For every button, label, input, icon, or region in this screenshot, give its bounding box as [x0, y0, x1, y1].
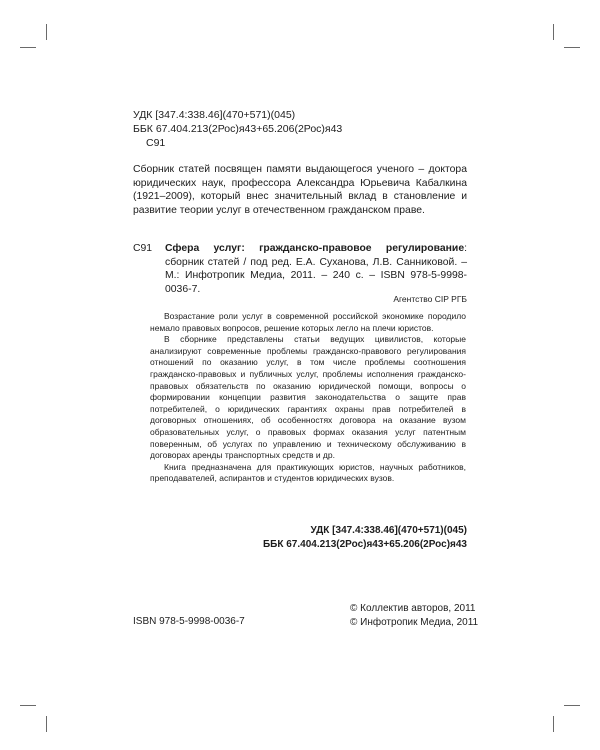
copyright-line: © Коллектив авторов, 2011	[350, 603, 476, 614]
crop-mark	[20, 47, 36, 48]
classification-footer	[263, 524, 467, 552]
crop-mark	[553, 716, 554, 732]
bib-author-code: С91	[133, 243, 153, 254]
isbn-number: ISBN 978-5-9998-0036-7	[133, 616, 245, 627]
annotation-paragraph: Книга предназначена для практикующих юристов, научных работников, преподавателей, аспирантов и студентов юридических вузов.	[150, 461, 466, 484]
bbk-line: ББК 67.404.213(2Рос)я43+65.206(2Рос)я43	[133, 123, 343, 135]
bib-details: : сборник статей / под ред. Е.А. Суханова, Л.В. Санниковой. – М.: Инфотропик Медиа, 2011. – 240 с. – ISBN 978-5-9998-0036-7.	[165, 243, 467, 295]
annotation	[150, 311, 466, 485]
crop-mark	[564, 705, 580, 706]
cip-agency: Агентство CIP РГБ	[393, 294, 467, 304]
bibliographic-record	[133, 242, 467, 296]
dedication-text	[133, 163, 467, 217]
dedication-paragraph: Сборник статей посвящен памяти выдающегося ученого – доктора юридических наук, профессора Александра Юрьевича Кабалкина (1921–2009), который внес значительный вклад в становление и развитие теории услуг в отечественном гражданском праве.	[133, 164, 467, 216]
bib-description	[165, 242, 467, 296]
annotation-paragraph: Возрастание роли услуг в современной российской экономике породило немало правовых вопросов, решение которых легло на плечи юристов.	[150, 311, 466, 333]
udk-bold-line: УДК [347.4:338.46](470+571)(045)	[310, 525, 467, 536]
crop-mark	[20, 705, 36, 706]
crop-mark	[564, 47, 580, 48]
crop-mark	[46, 716, 47, 732]
crop-mark	[46, 24, 47, 40]
copyright-block	[350, 602, 478, 630]
annotation-paragraph: В сборнике представлены статьи ведущих цивилистов, которые анализируют современные проблемы гражданско-правового регулирования отношений по оказанию услуг, в том числе проблемы соотношения гражданско-правовых и публичных услуг, проблемы исполнения гражданско-правовых обязательств по оказанию юридической помощи, вопросы о формировании концепции развития законодательства о защите прав потребителей, о юридических гарантиях охраны прав потребителей в договорных отношениях, об особенностях договора на оказание вузом образовательных услуг, о правовых формах оказания услуг патентным поверенным, об услугах по управлению и техническому обслуживанию в договорах аренды транспортных средств и др.	[150, 334, 466, 461]
classification-header	[133, 108, 342, 150]
book-title: Сфера услуг: гражданско-правовое регулирование	[165, 243, 465, 254]
crop-mark	[553, 24, 554, 40]
udk-line: УДК [347.4:338.46](470+571)(045)	[133, 109, 296, 121]
copyright-line: © Инфотропик Медиа, 2011	[350, 617, 479, 628]
author-code: С91	[146, 137, 166, 149]
bbk-bold-line: ББК 67.404.213(2Рос)я43+65.206(2Рос)я43	[262, 539, 467, 550]
